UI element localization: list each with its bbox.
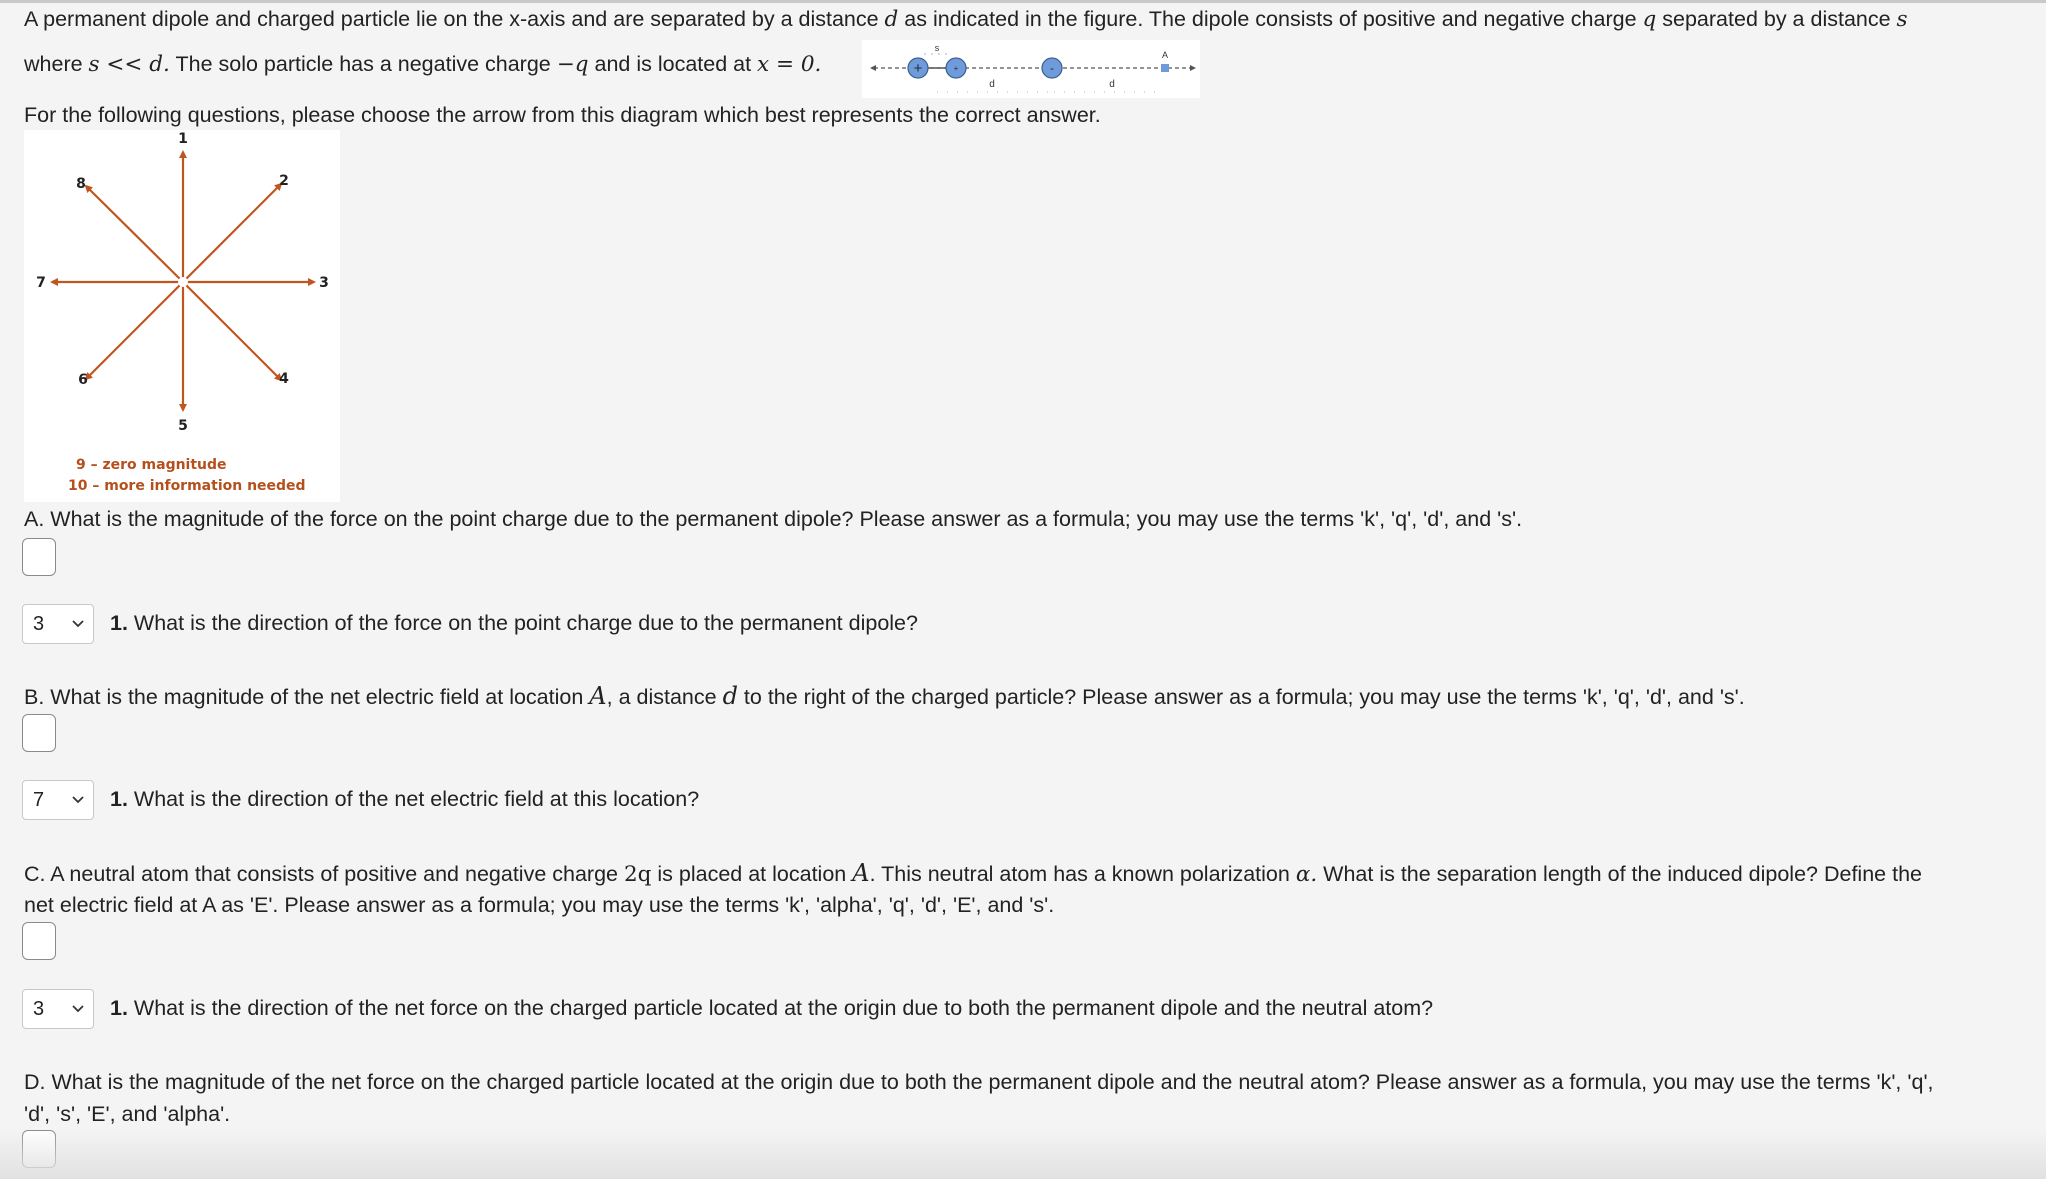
arrow-label-1: 1 (178, 131, 188, 147)
intro-line-1: A permanent dipole and charged particle lie on the x-axis and are separated by a distance d as indicated in the figure. The dipole consists of positive and negative charge q separated by a distance s (24, 7, 1908, 32)
legend-zero-magnitude: 9 – zero magnitude (76, 457, 227, 473)
question-c-text-line-1: C. A neutral atom that consists of positive and negative charge 2q is placed at location A. This neutral atom has a known polarization α. What is the separation length of the induced dipole? Define the (24, 859, 1922, 887)
solo-negative-charge-label: - (1050, 61, 1054, 75)
question-a-answer-input[interactable] (22, 538, 56, 576)
question-c-sub-text: 1. What is the direction of the net force on the charged particle located at the origin due to both the permanent dipole and the neutral atom? (110, 996, 1434, 1020)
question-b-sub-text: 1. What is the direction of the net electric field at this location? (110, 787, 700, 811)
location-A-marker (1161, 64, 1169, 72)
intro-line-3: For the following questions, please choose the arrow from this diagram which best represents the correct answer. (24, 103, 1101, 127)
question-d-text-line-1: D. What is the magnitude of the net force on the charged particle located at the origin due to both the permanent dipole and the neutral atom? Please answer as a formula, you may use the terms 'k', 'q', (24, 1070, 1934, 1094)
diagram-center (178, 277, 188, 287)
bottom-fade (0, 1129, 2046, 1179)
arrow-label-7: 7 (36, 275, 46, 291)
question-b-answer-input[interactable] (22, 714, 56, 752)
question-d-text-line-2: 'd', 's', 'E', and 'alpha'. (24, 1102, 231, 1126)
question-a-sub-text: 1. What is the direction of the force on the point charge due to the permanent dipole? (110, 611, 918, 635)
question-b-direction-select[interactable]: 7 (22, 780, 94, 820)
label-d-right: d (1109, 79, 1115, 90)
chevron-down-icon (71, 1004, 85, 1014)
chevron-down-icon (71, 795, 85, 805)
legend-more-info: 10 – more information needed (68, 478, 306, 494)
arrow-label-4: 4 (279, 371, 289, 387)
question-c-text-line-2: net electric field at A as 'E'. Please answer as a formula; you may use the terms 'k', 'alpha', 'q', 'd', 'E', and 's'. (24, 893, 1055, 917)
arrow-label-5: 5 (178, 418, 188, 434)
chevron-down-icon (71, 619, 85, 629)
negative-dipole-charge-label: + (953, 64, 959, 73)
arrow-label-8: 8 (76, 176, 86, 192)
arrow-label-6: 6 (78, 372, 88, 388)
question-c-answer-input[interactable] (22, 922, 56, 960)
arrow-direction-diagram (24, 130, 340, 502)
question-c-direction-select[interactable]: 3 (22, 989, 94, 1029)
question-a-direction-select[interactable]: 3 (22, 604, 94, 644)
label-d-left: d (989, 79, 995, 90)
label-s: s (934, 43, 940, 53)
positive-charge-label: + (913, 60, 923, 77)
dipole-figure (862, 40, 1200, 98)
question-a-text: A. What is the magnitude of the force on the point charge due to the permanent dipole? Please answer as a formula; you may use the terms 'k', 'q', 'd', and 's'. (24, 507, 1523, 531)
label-A: A (1161, 50, 1169, 60)
question-b-text: B. What is the magnitude of the net electric field at location A, a distance d to the right of the charged particle? Please answer as a formula; you may use the terms 'k', 'q', 'd', and 's'. (24, 682, 1745, 710)
arrow-label-2: 2 (279, 173, 289, 189)
arrow-label-3: 3 (319, 275, 329, 291)
intro-line-2: where s << d. The solo particle has a negative charge −q and is located at x = 0. (24, 52, 822, 77)
